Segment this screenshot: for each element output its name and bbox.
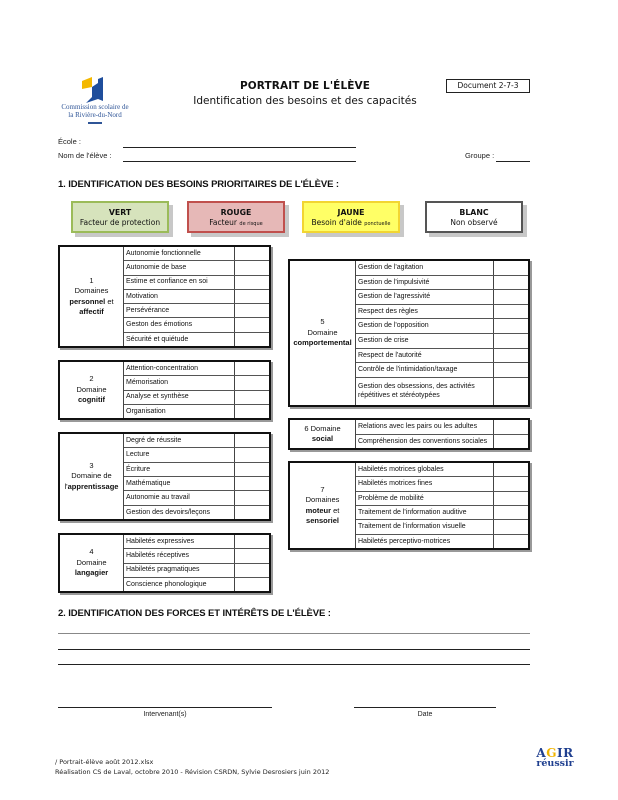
rating-cell[interactable] bbox=[494, 506, 528, 519]
domain-row bbox=[356, 519, 528, 533]
domain-number: 7 bbox=[320, 484, 325, 494]
domain-row bbox=[124, 260, 269, 274]
rating-cell[interactable] bbox=[235, 477, 269, 490]
domain-item-label: Gestion de l'agressivité bbox=[356, 290, 494, 304]
domain-item-label: Lecture bbox=[124, 448, 235, 461]
domain-item-label: Gestion de l'opposition bbox=[356, 319, 494, 333]
date-label: Date bbox=[417, 711, 433, 718]
rating-cell[interactable] bbox=[494, 378, 528, 405]
domain-label-bold: moteur bbox=[305, 505, 332, 515]
domain-item-label: Gestion de l'agitation bbox=[356, 261, 494, 275]
domain-row bbox=[356, 534, 528, 548]
rating-cell[interactable] bbox=[235, 448, 269, 461]
legend-jaune-desc-small: ponctuelle bbox=[364, 221, 391, 227]
domain-item-label: Respect des règles bbox=[356, 305, 494, 319]
domain-table-cognitif bbox=[58, 360, 271, 420]
domain-row bbox=[124, 535, 269, 548]
domain-item-label: Habiletés motrices globales bbox=[356, 463, 494, 476]
forces-line-2[interactable] bbox=[58, 649, 530, 650]
domain-label-prefix: l' bbox=[64, 481, 68, 491]
rating-cell[interactable] bbox=[494, 535, 528, 548]
domain-row bbox=[124, 317, 269, 331]
domain-item-label: Conscience phonologique bbox=[124, 578, 235, 591]
domain-item-label: Mathématique bbox=[124, 477, 235, 490]
domain-item-label: Habiletés pragmatiques bbox=[124, 564, 235, 577]
rating-cell[interactable] bbox=[235, 391, 269, 404]
agir-letter: A bbox=[536, 746, 547, 760]
rating-cell[interactable] bbox=[235, 506, 269, 519]
domain-item-label: Traitement de l'information auditive bbox=[356, 506, 494, 519]
domain-row bbox=[356, 505, 528, 519]
domain-row bbox=[124, 476, 269, 490]
domain-label-bold: social bbox=[311, 434, 334, 443]
groupe-field[interactable] bbox=[496, 152, 530, 162]
legend-blanc-desc: Non observé bbox=[450, 218, 498, 227]
rating-cell[interactable] bbox=[235, 362, 269, 375]
domain-row bbox=[124, 332, 269, 346]
legend-rouge bbox=[187, 201, 285, 233]
domain-table-moteur-sensoriel bbox=[288, 461, 530, 550]
domain-label-line: Domaine bbox=[76, 384, 107, 394]
domain-label-bold: personnel bbox=[69, 296, 106, 306]
domain-row bbox=[124, 247, 269, 260]
domain-label-bold: affectif bbox=[79, 307, 104, 316]
domain-row bbox=[356, 333, 528, 348]
domain-item-label: Autonomie fonctionnelle bbox=[124, 247, 235, 260]
legend-rouge-name: ROUGE bbox=[220, 208, 252, 217]
domain-item-label: Habiletés réceptives bbox=[124, 549, 235, 562]
legend-jaune bbox=[302, 201, 400, 233]
date-field[interactable] bbox=[354, 707, 496, 708]
nom-eleve-field[interactable] bbox=[123, 152, 356, 162]
domain-row bbox=[124, 289, 269, 303]
domain-row bbox=[124, 462, 269, 476]
domain-row bbox=[124, 303, 269, 317]
domain-row bbox=[356, 377, 528, 405]
domain-label bbox=[60, 434, 124, 519]
rating-cell[interactable] bbox=[235, 261, 269, 274]
rating-cell[interactable] bbox=[494, 363, 528, 377]
domain-number: 2 bbox=[89, 374, 94, 384]
domain-item-label: Organisation bbox=[124, 405, 235, 418]
rating-cell[interactable] bbox=[235, 535, 269, 548]
domain-item-label: Attention-concentration bbox=[124, 362, 235, 375]
rating-cell[interactable] bbox=[494, 276, 528, 290]
rating-cell[interactable] bbox=[235, 491, 269, 504]
domain-item-label: Compréhension des conventions sociales bbox=[356, 435, 494, 449]
domain-item-label: Écriture bbox=[124, 463, 235, 476]
domain-label-connector: et bbox=[105, 296, 114, 306]
rating-cell[interactable] bbox=[494, 349, 528, 363]
rating-cell[interactable] bbox=[494, 435, 528, 449]
domain-rows bbox=[124, 362, 269, 418]
domain-rows bbox=[124, 247, 269, 346]
rating-cell[interactable] bbox=[235, 290, 269, 303]
domain-item-label: Gestion de crise bbox=[356, 334, 494, 348]
school-board-logo bbox=[60, 75, 130, 125]
logo-mark-icon bbox=[82, 77, 104, 103]
domain-item-label: Mémorisation bbox=[124, 376, 235, 389]
rating-cell[interactable] bbox=[494, 492, 528, 505]
rating-cell[interactable] bbox=[494, 261, 528, 275]
domain-label bbox=[290, 463, 356, 548]
domain-row bbox=[356, 348, 528, 363]
legend-rouge-desc: Facteur bbox=[209, 218, 238, 227]
domain-row bbox=[356, 463, 528, 476]
agir-pour-reussir-logo bbox=[530, 748, 580, 769]
domain-row bbox=[124, 362, 269, 375]
domain-number: 5 bbox=[320, 317, 325, 327]
rating-cell[interactable] bbox=[235, 333, 269, 346]
document-reference: Document 2-7-3 bbox=[446, 79, 530, 93]
domain-row bbox=[124, 447, 269, 461]
domain-table-social bbox=[288, 418, 530, 450]
rating-cell[interactable] bbox=[494, 305, 528, 319]
domain-number: 4 bbox=[89, 547, 94, 557]
domain-row bbox=[356, 434, 528, 449]
domain-label-line: Domaines bbox=[74, 286, 109, 295]
domain-item-label: Habiletés motrices fines bbox=[356, 477, 494, 490]
page-subtitle: Identification des besoins et des capacités bbox=[193, 95, 417, 107]
domain-label bbox=[60, 247, 124, 346]
domain-item-label: Gestion des devoirs/leçons bbox=[124, 506, 235, 519]
domain-item-label: Respect de l'autorité bbox=[356, 349, 494, 363]
domain-item-label: Sécurité et quiétude bbox=[124, 333, 235, 346]
domain-item-label: Autonomie au travail bbox=[124, 491, 235, 504]
domain-row bbox=[124, 490, 269, 504]
legend-vert-name: VERT bbox=[108, 208, 132, 217]
domain-label-bold: apprentissage bbox=[67, 481, 119, 491]
domain-rows bbox=[356, 261, 528, 405]
domain-label bbox=[60, 362, 124, 418]
domain-rows bbox=[356, 463, 528, 548]
rating-cell[interactable] bbox=[494, 463, 528, 476]
agir-letter-accent: G bbox=[546, 746, 557, 760]
rating-cell[interactable] bbox=[235, 463, 269, 476]
domain-table-comportemental bbox=[288, 259, 530, 407]
agir-letters: IR bbox=[556, 746, 574, 760]
domain-item-label: Gestion de l'impulsivité bbox=[356, 276, 494, 290]
domain-row bbox=[356, 318, 528, 333]
rating-cell[interactable] bbox=[235, 405, 269, 418]
legend-jaune-name: JAUNE bbox=[337, 208, 365, 217]
domain-label-line: 6 Domaine bbox=[304, 423, 341, 433]
domain-item-label: Traitement de l'information visuelle bbox=[356, 520, 494, 533]
domain-row bbox=[356, 275, 528, 290]
domain-number: 1 bbox=[89, 275, 94, 285]
domain-label bbox=[290, 261, 356, 405]
domain-label-bold: langagier bbox=[74, 568, 109, 578]
legend-blanc bbox=[425, 201, 523, 233]
section2-title: 2. IDENTIFICATION DES FORCES ET INTÉRÊTS DE L'ÉLÈVE : bbox=[58, 608, 331, 619]
section1-title: 1. IDENTIFICATION DES BESOINS PRIORITAIRES DE L'ÉLÈVE : bbox=[58, 179, 339, 190]
domain-table-langagier bbox=[58, 533, 271, 593]
domain-row bbox=[124, 548, 269, 562]
domain-item-label: Problème de mobilité bbox=[356, 492, 494, 505]
legend-blanc-name: BLANC bbox=[459, 208, 489, 217]
page-title: PORTRAIT DE L'ÉLÈVE bbox=[239, 80, 371, 92]
domain-row bbox=[124, 375, 269, 389]
rating-cell[interactable] bbox=[235, 578, 269, 591]
legend-jaune-desc: Besoin d'aide bbox=[311, 218, 362, 227]
rating-cell[interactable] bbox=[235, 434, 269, 447]
domain-label-line: Domaines bbox=[305, 495, 340, 504]
domain-row bbox=[356, 420, 528, 434]
rating-cell[interactable] bbox=[494, 520, 528, 533]
intervenant-label: Intervenant(s) bbox=[143, 711, 187, 718]
rating-cell[interactable] bbox=[494, 477, 528, 490]
domain-row bbox=[124, 275, 269, 289]
domain-number: 3 bbox=[89, 460, 94, 470]
domain-row bbox=[124, 404, 269, 418]
domain-label-bold: cognitif bbox=[77, 395, 106, 405]
groupe-label: Groupe : bbox=[465, 151, 495, 160]
legend-vert bbox=[71, 201, 169, 233]
intervenant-field[interactable] bbox=[58, 707, 272, 708]
logo-text: Commission scolaire de la Rivière-du-Nord bbox=[61, 103, 129, 119]
rating-cell[interactable] bbox=[235, 247, 269, 260]
agir-reussir-text: réussir bbox=[536, 758, 574, 769]
domain-row bbox=[356, 289, 528, 304]
rating-cell[interactable] bbox=[494, 290, 528, 304]
rating-cell[interactable] bbox=[494, 420, 528, 434]
rating-cell[interactable] bbox=[235, 376, 269, 389]
domain-label-bold: sensoriel bbox=[306, 516, 339, 525]
domain-item-label: Contrôle de l'intimidation/taxage bbox=[356, 363, 494, 377]
ecole-label: École : bbox=[58, 137, 81, 146]
domain-rows bbox=[356, 420, 528, 448]
domain-label-bold: comportemental bbox=[293, 338, 352, 348]
domain-label-line: Domaine de bbox=[71, 471, 112, 481]
domain-row bbox=[124, 563, 269, 577]
domain-item-label: Geston des émotions bbox=[124, 318, 235, 331]
domain-row bbox=[124, 505, 269, 519]
domain-item-label: Gestion des obsessions, des activités répétitives et stéréotypées bbox=[356, 378, 494, 405]
logo-underline bbox=[88, 122, 102, 124]
domain-label bbox=[60, 535, 124, 591]
domain-item-label: Habiletés expressives bbox=[124, 535, 235, 548]
domain-rows bbox=[124, 434, 269, 519]
domain-row bbox=[356, 491, 528, 505]
forces-line-3[interactable] bbox=[58, 664, 530, 665]
domain-label-line: Domaine bbox=[307, 327, 338, 337]
domain-item-label: Autonomie de base bbox=[124, 261, 235, 274]
domain-label-line: Domaine bbox=[76, 557, 107, 567]
rating-cell[interactable] bbox=[235, 549, 269, 562]
domain-item-label: Analyse et synthèse bbox=[124, 391, 235, 404]
domain-item-label: Relations avec les pairs ou les adultes bbox=[356, 420, 494, 434]
domain-item-label: Estime et confiance en soi bbox=[124, 276, 235, 289]
domain-rows bbox=[124, 535, 269, 591]
domain-row bbox=[124, 577, 269, 591]
legend-rouge-desc-small: de risque bbox=[239, 221, 263, 227]
legend-vert-desc: Facteur de protection bbox=[79, 218, 161, 227]
footer-file: / Portrait-élève août 2012.xlsx bbox=[55, 758, 154, 766]
rating-cell[interactable] bbox=[235, 564, 269, 577]
domain-table-personnel-affectif bbox=[58, 245, 271, 348]
domain-item-label: Motivation bbox=[124, 290, 235, 303]
domain-row bbox=[356, 261, 528, 275]
domain-row bbox=[356, 304, 528, 319]
rating-cell[interactable] bbox=[235, 276, 269, 289]
domain-row bbox=[356, 476, 528, 490]
footer-credits: Réalisation CS de Laval, octobre 2010 - Révision CSRDN, Sylvie Desrosiers juin 2012 bbox=[55, 768, 330, 776]
domain-label-connector: et bbox=[331, 505, 340, 515]
ecole-field[interactable] bbox=[123, 138, 356, 148]
domain-item-label: Degré de réussite bbox=[124, 434, 235, 447]
domain-row bbox=[124, 434, 269, 447]
forces-line-1[interactable] bbox=[58, 633, 530, 634]
domain-label bbox=[290, 420, 356, 448]
domain-row bbox=[356, 362, 528, 377]
domain-table-apprentissage bbox=[58, 432, 271, 521]
domain-item-label: Habiletés perceptivo-motrices bbox=[356, 535, 494, 548]
rating-cell[interactable] bbox=[494, 319, 528, 333]
rating-cell[interactable] bbox=[494, 334, 528, 348]
rating-cell[interactable] bbox=[235, 318, 269, 331]
domain-row bbox=[124, 390, 269, 404]
domain-item-label: Persévérance bbox=[124, 304, 235, 317]
nom-eleve-label: Nom de l'élève : bbox=[58, 151, 112, 160]
rating-cell[interactable] bbox=[235, 304, 269, 317]
